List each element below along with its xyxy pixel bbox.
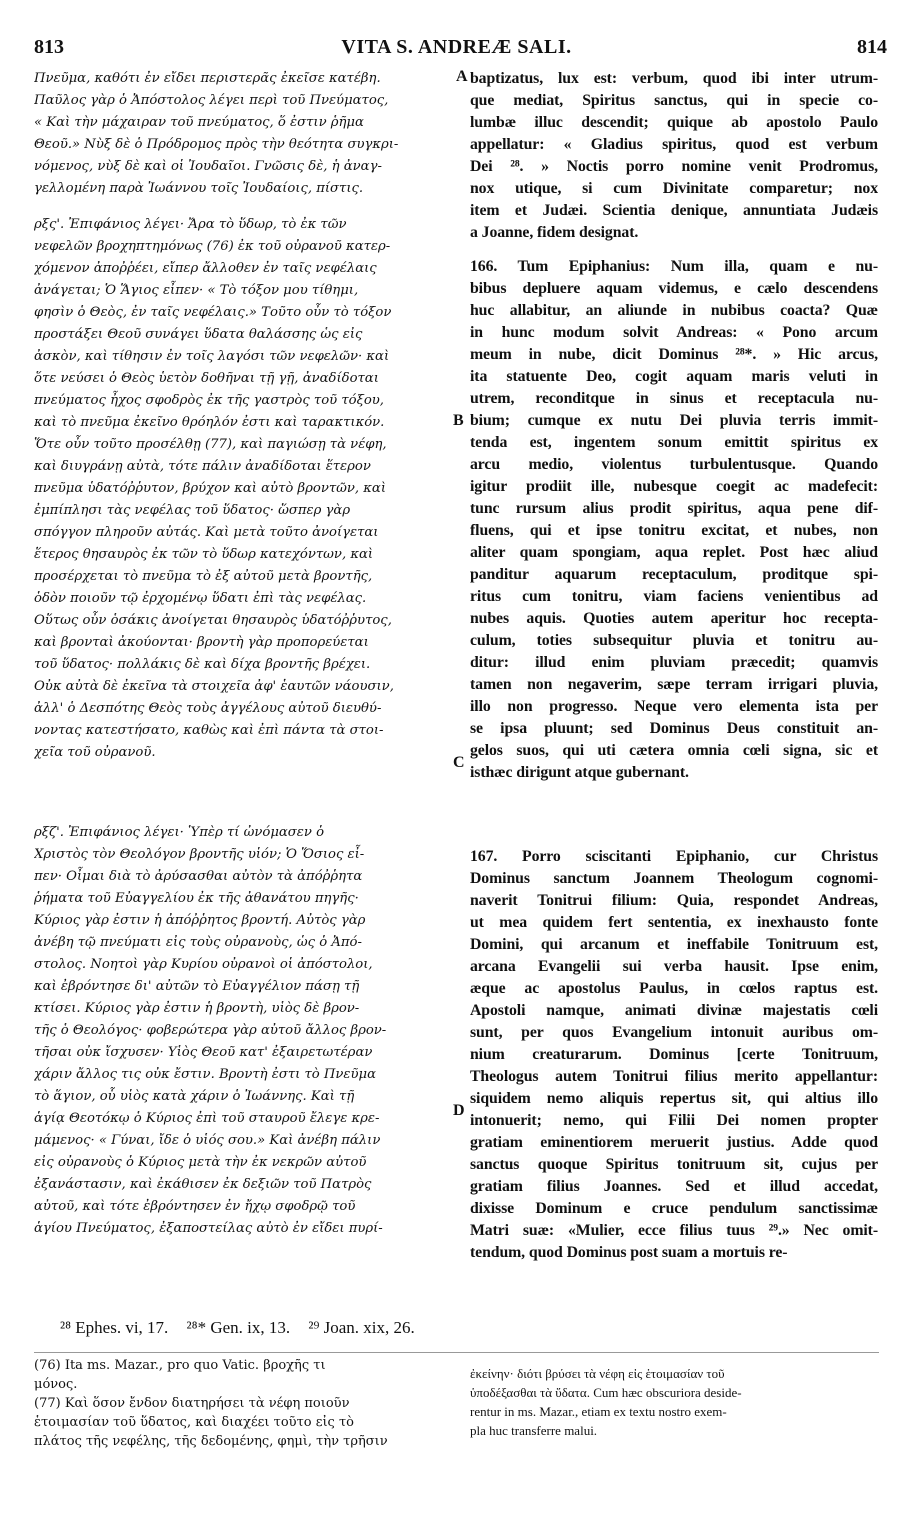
running-header <box>22 36 891 64</box>
footnote-divider <box>34 1352 879 1353</box>
page-number-right: 814 <box>857 36 887 58</box>
text-line: κτίσει. Κύριος γὰρ ἐστιν ἡ βροντὴ, υἱὸς δὲ βρον- <box>34 1001 360 1016</box>
text-line: φησὶν ὁ Θεὸς, ἐν ταῖς νεφέλαις.» Τοῦτο οὖν τὸ τόξον <box>34 305 392 320</box>
text-line: æque ac apostolus Paulus, in cœlos raptus est. <box>470 980 878 997</box>
text-line: tenda est, ingentem sonum emittit spiritus ex <box>470 434 878 451</box>
text-line: huc allabitur, an aliunde in nubibus coacta? Quæ <box>470 302 878 319</box>
text-line: Theologus autem Tonitrui filius merito appellantur: <box>470 1068 878 1085</box>
text-line: pla huc transferre malui. <box>470 1423 598 1438</box>
text-line: Κύριος γὰρ ἐστιν ἡ ἀπόῤῥητος βροντή. Αὐτὸς γὰρ <box>34 913 366 928</box>
text-line: Ὅτε οὖν τοῦτο προσέλθῃ (77), καὶ παγιώσῃ τὰ νέφη, <box>34 437 387 452</box>
running-title: VITA S. ANDREÆ SALI. <box>341 36 572 58</box>
text-line: illo non progresso. Neque vero elementa ista per <box>470 698 878 715</box>
text-line: μόνος. <box>34 1377 78 1392</box>
text-line: νόμενος, νὺξ δὲ καὶ οἱ Ἰουδαῖοι. Γνῶσις δὲ, ἡ ἀναγ- <box>34 159 382 174</box>
text-line: ritus cum tonitru, viam faciens venientibus ad <box>470 588 878 605</box>
text-line: καὶ τὸ πνεῦμα ἐκεῖνο θρόηλόν ἐστι καὶ ταρακτικόν. <box>34 415 385 430</box>
text-line: gelos suos, qui uti cætera omnia cœli signa, sic et <box>470 742 878 759</box>
text-line: νοντας κατεστήσατο, καθὼς καὶ ἐπὶ πάντα τὰ στοι- <box>34 723 384 738</box>
footnote-ref: ²⁸ Ephes. vi, 17. <box>60 1318 169 1337</box>
text-line: πνεῦμα ὑδατόῤῥυτον, βρύχον καὶ αὐτὸ βροντῶν, καὶ <box>34 481 387 496</box>
text-line: προστάξει Θεοῦ συνάγει ὕδατα θαλάσσης ὡς εἰς <box>34 327 363 342</box>
text-line: νεφελῶν βροχηπτημόνως (76) ἐκ τοῦ οὐρανοῦ κατερ- <box>34 239 391 254</box>
text-line: Matri suæ: «Mulier, ecce filius tuus ²⁹.» Nec omit- <box>470 1222 878 1239</box>
text-line: ἕτερος θησαυρὸς ἐκ τῶν τὸ ὕδωρ κατεχόντων, καὶ <box>34 547 374 562</box>
text-line: ῥήματα τοῦ Εὐαγγελίου ἐκ τῆς ἀθανάτου πηγῆς· <box>34 891 359 906</box>
text-line: Οὕτως οὖν ὁσάκις ἀνοίγεται θησαυρὸς ὑδατόῤῥυτος, <box>34 613 392 628</box>
text-line: καὶ βρονταὶ ἀκούονται· βροντὴ γὰρ προπορεύεται <box>34 635 369 650</box>
text-line: appellatur: « Gladius spiritus, quod est verbum <box>470 136 878 153</box>
text-line: ὅτε νεύσει ὁ Θεὸς ὑετὸν δοθῆναι τῇ γῇ, ἀναδίδοται <box>34 371 379 386</box>
text-line: siquidem nemo aliquis repertus sit, qui altius illo <box>470 1090 878 1107</box>
text-line: baptizatus, lux est: verbum, quod ibi inter utrum- <box>470 70 878 87</box>
text-line: αὐτοῦ, καὶ τότε ἐβρόντησεν ἐν ἤχῳ σφοδρῷ τοῦ <box>34 1199 356 1214</box>
text-line: ὑποδέξασθαι τὰ ὕδατα. Cum hæc obscuriora deside- <box>470 1385 742 1400</box>
text-line: τῆς ὁ Θεολόγος· φοβερώτερα γὰρ αὐτοῦ ἄλλος βρον- <box>34 1023 387 1038</box>
text-line: 166. Tum Epiphanius: Num illa, quam e nu- <box>470 258 878 275</box>
text-line: nox utique, si cum Divinitate comparetur; nox <box>470 180 878 197</box>
text-line: πνεύματος ἦχος σφοδρὸς ἐκ τῆς γαστρὸς τοῦ τόξου, <box>34 393 384 408</box>
text-line: τῆσαι οὐκ ἴσχυσεν· Υἱὸς Θεοῦ κατ' ἐξαιρετωτέραν <box>34 1045 373 1060</box>
text-line: ἑτοιμασίαν τοῦ ὕδατος, καὶ διαχέει τοῦτο εἰς τὸ <box>34 1415 354 1430</box>
latin-paragraph-167 <box>470 846 878 1264</box>
page-number-left: 813 <box>34 36 64 58</box>
text-line: Οὐκ αὐτὰ δὲ ἐκεῖνα τὰ στοιχεῖα ἀφ' ἑαυτῶν νάουσιν, <box>34 679 394 694</box>
text-line: ρξς'. Ἐπιφάνιος λέγει· Ἄρα τὸ ὕδωρ, τὸ ἐκ τῶν <box>34 217 347 232</box>
text-line: gratiam filius Joannes. Sed et illud accedat, <box>470 1178 878 1195</box>
text-line: tunc rursum alius prodit spiritus, aqua pene dif- <box>470 500 878 517</box>
text-line: sanctus quoque Spiritus tonitruum sit, cujus per <box>470 1156 878 1173</box>
text-line: Apostoli namque, animati divinæ majestatis cœli <box>470 1002 878 1019</box>
text-line: ρξζ'. Ἐπιφάνιος λέγει· Ὑπὲρ τί ὠνόμασεν ὁ <box>34 825 325 840</box>
text-line: ἐμπίπλησι τὰς νεφέλας τοῦ ὕδατος· ὥσπερ γὰρ <box>34 503 351 518</box>
text-line: τὸ ἅγιον, οὗ υἱὸς κατὰ χάριν ὁ Ἰωάννης. Καὶ τῇ <box>34 1089 355 1104</box>
text-line: στολος. Νοητοὶ γὰρ Κυρίου οὐρανοὶ οἱ ἀπόστολοι, <box>34 957 373 972</box>
text-line: arcu medio, violentus turbulentusque. Quando <box>470 456 878 473</box>
text-line: arcana Evangelii sui verba hausit. Ipse enim, <box>470 958 878 975</box>
text-line: tamen non negaverim, sæpe terram irrigari pluvia, <box>470 676 878 693</box>
text-line: « Καὶ τὴν μάχαιραν τοῦ πνεύματος, ὅ ἐστιν ῥῆμα <box>34 115 364 130</box>
text-line: que mediat, Spiritus sanctus, qui in specie co- <box>470 92 878 109</box>
text-line: meum in nube, dicit Dominus ²⁸*. » Hic arcus, <box>470 346 878 363</box>
text-line: ita statuente Deo, cogit aquam maris veluti in <box>470 368 878 385</box>
text-line: sunt, per quos Evangelium intonuit auribus om- <box>470 1024 878 1041</box>
text-line: se ipsa pluunt; sed Dominus Deus constituit an- <box>470 720 878 737</box>
text-line: culum, toties subsequitur pluvia et tonitru au- <box>470 632 878 649</box>
text-line: fluens, qui et ipse tonitru excitat, et nubes, non <box>470 522 878 539</box>
text-line: ἀσκὸν, καὶ τίθησιν ἐν τοῖς λαγόσι τῶν νεφελῶν· καὶ <box>34 349 390 364</box>
text-line: ὁδὸν ποιοῦν τῷ ἐρχομένῳ ὕδατι ἐπὶ τὰς νεφέλας. <box>34 591 367 606</box>
text-line: ἀλλ' ὁ Δεσπότης Θεὸς τοὺς ἀγγέλους αὐτοῦ διευθύ- <box>34 701 382 716</box>
margin-marker-d: D <box>453 1102 465 1119</box>
text-line: Πνεῦμα, καθότι ἐν εἴδει περιστερᾶς ἐκεῖσε κατέβη. <box>34 71 381 86</box>
margin-marker-a: A <box>456 68 468 85</box>
text-line: in hunc modum solvit Andreas: « Pono arcum <box>470 324 878 341</box>
text-line: ἀνάγεται; Ὁ Ἅγιος εἶπεν· « Τὸ τόξον μου τίθημι, <box>34 283 359 298</box>
text-line: ut mea quidem fert sententia, ex inexhausto fonte <box>470 914 878 931</box>
text-line: item et Judæi. Scientia denique, annuntiata Judæis <box>470 202 878 219</box>
footnote-ref: ²⁸* Gen. ix, 13. <box>186 1318 291 1337</box>
text-line: Θεοῦ.» Νὺξ δὲ ὁ Πρόδρομος πρὸς τὴν θεότητα συγκρι- <box>34 137 399 152</box>
text-line: Χριστὸς τὸν Θεολόγον βροντῆς υἱόν; Ὁ Ὅσιος εἶ- <box>34 847 365 862</box>
text-line: πεν· Οἶμαι διὰ τὸ ἀρύσασθαι αὐτὸν τὰ ἀπόῤῥητα <box>34 869 363 884</box>
greek-paragraph-1 <box>34 68 454 200</box>
text-line: μάμενος· « Γύναι, ἴδε ὁ υἱός σου.» Καὶ ἀνέβη πάλιν <box>34 1133 381 1148</box>
text-line: naverit Tonitrui filium: Quia, respondet Andreas, <box>470 892 878 909</box>
greek-paragraph-166 <box>34 214 454 764</box>
text-line: (77) Καὶ ὅσον ἔνδον διατηρήσει τὰ νέφη ποιοῦν <box>34 1396 350 1411</box>
text-line: Dei ²⁸. » Noctis porro nomine venit Prodromus, <box>470 158 878 175</box>
text-line: χεῖα τοῦ οὐρανοῦ. <box>34 745 156 760</box>
text-line: ἁγίᾳ Θεοτόκῳ ὁ Κύριος ἐπὶ τοῦ σταυροῦ ἔλεγε κρε- <box>34 1111 380 1126</box>
text-line: isthæc dirigunt atque gubernant. <box>470 764 689 781</box>
text-line: πλάτος τῆς νεφέλης, τῆς δεδομένης, φημὶ, τὴν τρῆσιν <box>34 1434 388 1449</box>
text-line: ἁγίου Πνεύματος, ἐξαποστείλας αὐτὸ ἐν εἴδει πυρί- <box>34 1221 383 1236</box>
text-line: τοῦ ὕδατος· πολλάκις δὲ καὶ δίχα βροντῆς βρέχει. <box>34 657 371 672</box>
text-line: utrem, reconditque in sinus et receptacula nu- <box>470 390 878 407</box>
text-line: dixisse Dominum e cruce pendulum sanctissimæ <box>470 1200 878 1217</box>
text-line: aliter quam spongiam, aqua replet. Post hæc aliud <box>470 544 878 561</box>
text-line: Domini, qui arcanum et ineffabile Tonitruum est, <box>470 936 878 953</box>
text-line: γελλομένη παρὰ Ἰωάννου τοῖς Ἰουδαίοις, πίστις. <box>34 181 364 196</box>
text-line: σπόγγον πληροῦν αὐτάς. Καὶ μετὰ τοῦτο ἀνοίγεται <box>34 525 379 540</box>
text-line: nium creaturarum. Dominus [certe Tonitruum, <box>470 1046 878 1063</box>
text-line: ἀνέβη τῷ πνεύματι εἰς τοὺς οὐρανοὺς, ὡς ὁ Ἀπό- <box>34 935 362 950</box>
text-line: lumbæ illuc descendit; quique ab apostolo Paulo <box>470 114 878 131</box>
latin-paragraph-166 <box>470 256 878 784</box>
text-line: tendum, quod Dominus post suam a mortuis re- <box>470 1244 788 1261</box>
text-line: gratiam eminentiorem meruerit justius. Adde quod <box>470 1134 878 1151</box>
text-line: igitur prodiit ille, nubesque coegit ac madefecit: <box>470 478 878 495</box>
text-line: χόμενον ἀποῤῥέει, εἴπερ ἄλλοθεν ἐν ταῖς νεφέλαις <box>34 261 377 276</box>
text-line: καὶ ἐβρόντησε δι' αὐτῶν τὸ Εὐαγγέλιον πάσῃ τῇ <box>34 979 360 994</box>
text-line: ditur: illud enim pluviam præcedit; quamvis <box>470 654 878 671</box>
scripture-references <box>60 1318 560 1338</box>
text-line: ἐξανάστασιν, καὶ ἐκάθισεν ἐκ δεξιῶν τοῦ Πατρὸς <box>34 1177 372 1192</box>
text-line: χάριν ἄλλος τις οὐκ ἔστιν. Βροντὴ ἐστι τὸ Πνεῦμα <box>34 1067 376 1082</box>
notes-right-column <box>470 1364 878 1440</box>
text-line: panditur aquarum receptaculum, proditque spi- <box>470 566 878 583</box>
margin-marker-c: C <box>453 754 465 771</box>
text-line: προσέρχεται τὸ πνεῦμα τὸ ἐξ αὐτοῦ μετὰ βροντῆς, <box>34 569 373 584</box>
text-line: rentur in ms. Mazar., etiam ex textu nostro exem- <box>470 1404 727 1419</box>
text-line: a Joanne, fidem designat. <box>470 224 639 241</box>
latin-paragraph-1 <box>470 68 878 244</box>
margin-marker-b: B <box>453 412 464 429</box>
text-line: nubes aquis. Quoties autem aperitur hoc recepta- <box>470 610 878 627</box>
footnote-ref: ²⁹ Joan. xix, 26. <box>308 1318 415 1337</box>
text-line: καὶ διυγράνῃ αὐτὰ, τότε πάλιν ἀναδίδοται ἕτερον <box>34 459 371 474</box>
text-line: bibus depluere aquam videmus, e cælo descendens <box>470 280 878 297</box>
notes-left-column <box>34 1356 454 1451</box>
text-line: Παῦλος γὰρ ὁ Ἀπόστολος λέγει περὶ τοῦ Πνεύματος, <box>34 93 389 108</box>
text-line: (76) Ita ms. Mazar., pro quo Vatic. βροχῆς τι <box>34 1358 326 1373</box>
text-line: εἰς οὐρανοὺς ὁ Κύριος μετὰ τὴν ἐκ νεκρῶν αὐτοῦ <box>34 1155 367 1170</box>
text-line: intonuerit; nemo, qui Filii Dei nomen propter <box>470 1112 878 1129</box>
greek-paragraph-167 <box>34 822 454 1240</box>
text-line: ἐκείνην· διότι βρύσει τὰ νέφη εἰς ἑτοιμασίαν τοῦ <box>470 1366 725 1381</box>
text-line: bium; cumque ex nutu Dei pluvia terris immit- <box>470 412 878 429</box>
text-line: 167. Porro sciscitanti Epiphanio, cur Christus <box>470 848 878 865</box>
text-line: Dominus sanctum Joannem Theologum cognomi- <box>470 870 878 887</box>
